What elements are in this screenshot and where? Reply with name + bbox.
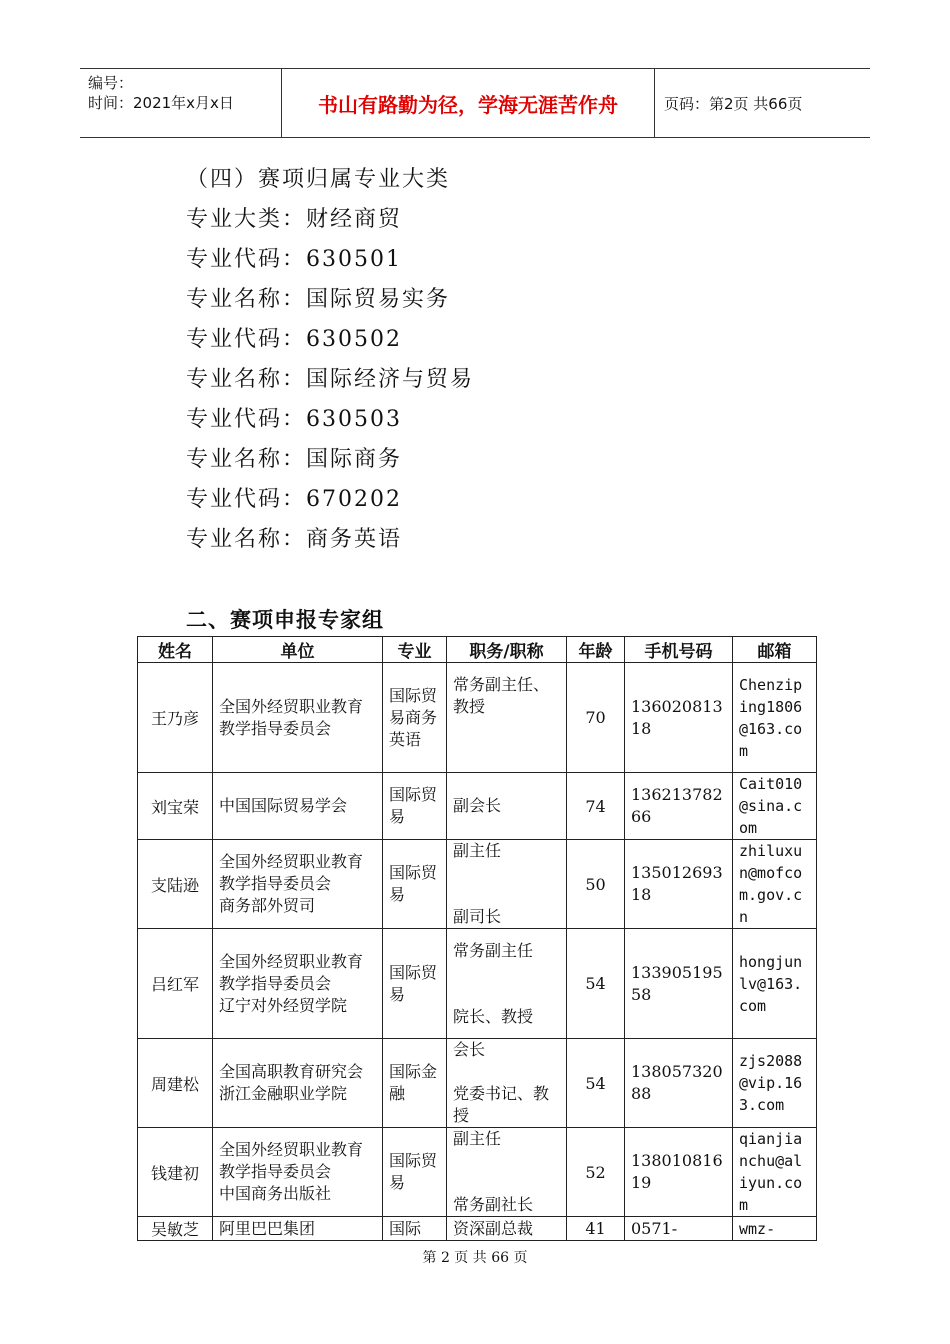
cell-age: 54 bbox=[567, 929, 625, 1039]
header-age: 年龄 bbox=[567, 637, 625, 663]
header-major: 专业 bbox=[383, 637, 447, 663]
cell-phone: 13501269318 bbox=[625, 840, 733, 929]
title-secondary: 常务副社长 bbox=[453, 1195, 534, 1214]
table-row bbox=[138, 1217, 817, 1241]
body-line: 专业名称：国际商务 bbox=[186, 447, 403, 472]
cell-age: 41 bbox=[567, 1217, 625, 1241]
section-title: 二、赛项申报专家组 bbox=[186, 608, 384, 632]
header-motto: 书山有路勤为径，学海无涯苦作舟 bbox=[282, 69, 655, 137]
cell-title bbox=[447, 1039, 567, 1128]
cell-unit: 阿里巴巴集团 bbox=[213, 1217, 383, 1241]
cell-unit: 全国外经贸职业教育教学指导委员会 中国商务出版社 bbox=[213, 1128, 383, 1217]
cell-age: 50 bbox=[567, 840, 625, 929]
cell-phone: 13801081619 bbox=[625, 1128, 733, 1217]
experts-table bbox=[137, 636, 817, 1241]
cell-unit: 全国高职教育研究会 浙江金融职业学院 bbox=[213, 1039, 383, 1128]
cell-major: 国际贸易 bbox=[383, 773, 447, 840]
title-stack bbox=[453, 1039, 560, 1127]
table-row bbox=[138, 1128, 817, 1217]
cell-email: hongjunlv@163.com bbox=[733, 929, 817, 1039]
cell-name: 吕红军 bbox=[138, 929, 213, 1039]
body-line: 专业代码：670202 bbox=[186, 487, 402, 512]
title-primary: 资深副总裁 bbox=[453, 1218, 534, 1238]
cell-major: 国际贸易 bbox=[383, 929, 447, 1039]
cell-name: 吴敏芝 bbox=[138, 1217, 213, 1241]
cell-unit: 全国外经贸职业教育教学指导委员会 商务部外贸司 bbox=[213, 840, 383, 929]
cell-phone: 13602081318 bbox=[625, 663, 733, 773]
title-primary: 副主任 bbox=[453, 841, 502, 860]
cell-email: zjs2088@vip.163.com bbox=[733, 1039, 817, 1128]
title-stack bbox=[453, 840, 560, 928]
body-line: 专业代码：630502 bbox=[186, 327, 402, 352]
cell-title bbox=[447, 773, 567, 840]
title-stack bbox=[453, 940, 560, 1028]
cell-major: 国际金融 bbox=[383, 1039, 447, 1128]
header-number: 编号： bbox=[88, 74, 134, 92]
title-primary: 常务副主任 bbox=[453, 940, 534, 960]
cell-email: qianjianchu@aliyun.com bbox=[733, 1128, 817, 1217]
header-name: 姓名 bbox=[138, 637, 213, 663]
title-primary: 会长 bbox=[453, 1040, 486, 1059]
cell-title bbox=[447, 840, 567, 929]
cell-name: 支陆逊 bbox=[138, 840, 213, 929]
cell-unit: 中国国际贸易学会 bbox=[213, 773, 383, 840]
cell-title bbox=[447, 929, 567, 1039]
header-unit: 单位 bbox=[213, 637, 383, 663]
title-primary: 副会长 bbox=[453, 796, 502, 815]
title-stack bbox=[453, 1218, 560, 1240]
header-page-info: 页码：第2页 共66页 bbox=[664, 94, 803, 113]
cell-major: 国际贸易 bbox=[383, 840, 447, 929]
cell-age: 74 bbox=[567, 773, 625, 840]
cell-unit: 全国外经贸职业教育教学指导委员会 辽宁对外经贸学院 bbox=[213, 929, 383, 1039]
section-subtitle: （四）赛项归属专业大类 bbox=[186, 167, 451, 192]
cell-age: 70 bbox=[567, 663, 625, 773]
body-text bbox=[186, 160, 474, 560]
cell-phone: 13390519558 bbox=[625, 929, 733, 1039]
cell-email: Cait010@sina.com bbox=[733, 773, 817, 840]
table-row bbox=[138, 663, 817, 773]
table-body bbox=[138, 663, 817, 1241]
table-row bbox=[138, 773, 817, 840]
table-row bbox=[138, 929, 817, 1039]
title-secondary: 副司长 bbox=[453, 907, 502, 926]
cell-email: Chenziping1806@163.com bbox=[733, 663, 817, 773]
title-stack bbox=[453, 1128, 560, 1216]
title-primary: 副主任 bbox=[453, 1129, 502, 1148]
cell-age: 52 bbox=[567, 1128, 625, 1217]
body-line: 专业代码：630503 bbox=[186, 407, 402, 432]
cell-name: 钱建初 bbox=[138, 1128, 213, 1217]
title-secondary: 党委书记、教授 bbox=[453, 1084, 550, 1125]
cell-unit: 全国外经贸职业教育教学指导委员会 bbox=[213, 663, 383, 773]
title-stack bbox=[453, 795, 560, 817]
cell-title bbox=[447, 1128, 567, 1217]
cell-title bbox=[447, 663, 567, 773]
header-title: 职务/职称 bbox=[447, 637, 567, 663]
body-line: 专业名称：国际经济与贸易 bbox=[186, 367, 475, 392]
cell-email: zhiluxun@mofcom.gov.cn bbox=[733, 840, 817, 929]
table-row bbox=[138, 840, 817, 929]
header-email: 邮箱 bbox=[733, 637, 817, 663]
cell-name: 刘宝荣 bbox=[138, 773, 213, 840]
title-primary: 常务副主任、教授 bbox=[453, 674, 550, 716]
cell-major: 国际 bbox=[383, 1217, 447, 1241]
page-header bbox=[80, 68, 870, 138]
cell-major: 国际贸易 bbox=[383, 1128, 447, 1217]
header-time: 时间：2021年x月x日 bbox=[88, 94, 234, 112]
body-line: 专业名称：国际贸易实务 bbox=[186, 287, 451, 312]
cell-phone: 13621378266 bbox=[625, 773, 733, 840]
body-line: 专业大类：财经商贸 bbox=[186, 207, 403, 232]
table-row bbox=[138, 1039, 817, 1128]
cell-age: 54 bbox=[567, 1039, 625, 1128]
body-line: 专业名称：商务英语 bbox=[186, 527, 403, 552]
page-footer: 第 2 页 共 66 页 bbox=[422, 1250, 528, 1266]
cell-name: 周建松 bbox=[138, 1039, 213, 1128]
cell-phone: 0571- bbox=[625, 1217, 733, 1241]
title-secondary: 院长、教授 bbox=[453, 1006, 534, 1026]
title-stack bbox=[453, 674, 560, 762]
cell-phone: 13805732088 bbox=[625, 1039, 733, 1128]
cell-title bbox=[447, 1217, 567, 1241]
table-header-row bbox=[138, 637, 817, 663]
body-line: 专业代码：630501 bbox=[186, 247, 402, 272]
cell-email: wmz- bbox=[733, 1217, 817, 1241]
cell-major: 国际贸易商务英语 bbox=[383, 663, 447, 773]
header-phone: 手机号码 bbox=[625, 637, 733, 663]
cell-name: 王乃彦 bbox=[138, 663, 213, 773]
header-meta bbox=[80, 69, 282, 137]
